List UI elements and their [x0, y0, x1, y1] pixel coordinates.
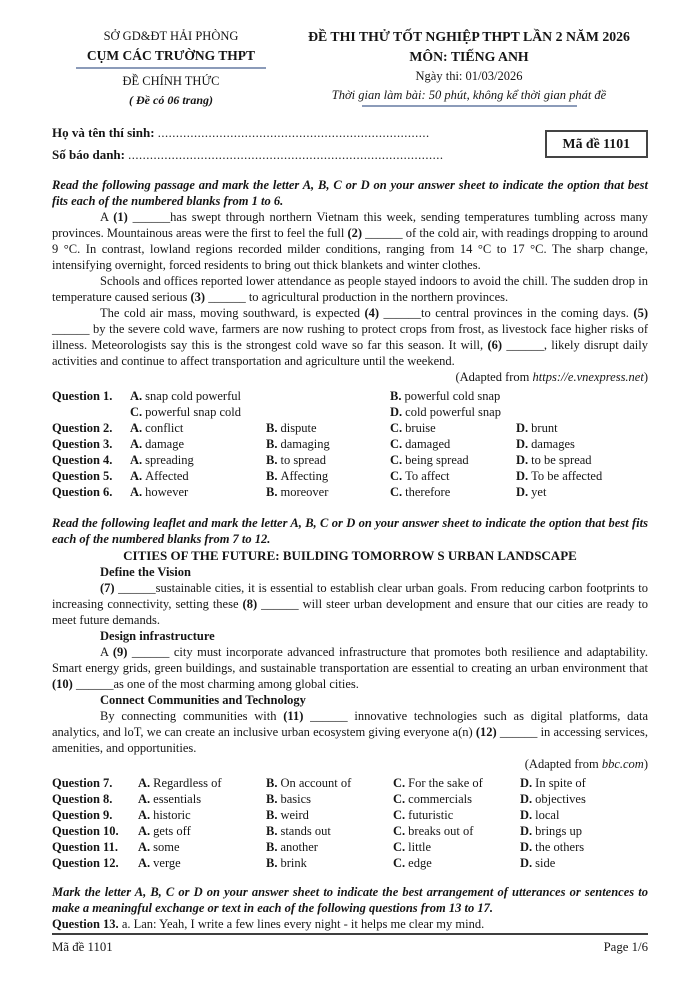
- option-text: to be spread: [531, 453, 592, 467]
- option-b: [266, 807, 393, 823]
- option-letter: A.: [138, 856, 151, 870]
- option-b: [266, 436, 390, 452]
- option-a: [138, 839, 266, 855]
- header-left-block: [52, 26, 290, 109]
- passage1-source: (Adapted from https://e.vnexpress.net): [455, 370, 648, 384]
- option-letter: C.: [393, 840, 406, 854]
- option-letter: A.: [130, 421, 143, 435]
- option-letter: C.: [393, 776, 406, 790]
- option-b: [266, 420, 390, 436]
- option-text: stands out: [280, 824, 331, 838]
- option-b: [266, 468, 390, 484]
- option-a: [138, 807, 266, 823]
- option-text: the others: [535, 840, 585, 854]
- option-letter: C.: [393, 824, 406, 838]
- option-letter: C.: [390, 485, 403, 499]
- page-footer: [52, 933, 648, 955]
- option-text: little: [408, 840, 432, 854]
- option-letter: D.: [520, 808, 533, 822]
- option-text: to spread: [280, 453, 326, 467]
- option-letter: A.: [130, 485, 143, 499]
- option-a: [130, 420, 266, 436]
- candidate-name-field: [52, 122, 545, 144]
- option-c: [393, 823, 520, 839]
- option-a: [130, 468, 266, 484]
- option-c: [393, 807, 520, 823]
- option-text: damages: [531, 437, 575, 451]
- option-letter: A.: [138, 776, 151, 790]
- option-c: [390, 452, 516, 468]
- option-d: [520, 823, 648, 839]
- option-letter: B.: [266, 469, 278, 483]
- option-b: [390, 388, 648, 404]
- leaflet-paragraph-2: A (9) ______ city must incorporate advanced infrastructure that promotes both resilience and adaptability. Smart energy grids, green buildings, and sustainable transportation are essential to creating an urban environment that (10) ______as one of the most charming among global cities.: [52, 645, 648, 691]
- option-text: side: [535, 856, 556, 870]
- question-13-line: Question 13. a. Lan: Yeah, I write a few lines every night - it helps me clear my mind.: [52, 917, 485, 931]
- question-11-row: [52, 839, 648, 855]
- passage1-paragraph-2: Schools and offices reported lower attendance as people stayed indoors to avoid the chill. The sudden drop in temperature caused serious (3) ______ to agricultural production in the northern provinces.: [52, 274, 648, 304]
- option-a: [130, 436, 266, 452]
- option-text: damage: [145, 437, 185, 451]
- option-text: In spite of: [535, 776, 586, 790]
- passage1-paragraph-1: A (1) ______has swept through northern Vietnam this week, sending temperatures tumbling across many provinces. Mountainous areas were the first to feel the full (2) ______ of the cold air, with readings dropping to around 9 °C. In contrast, lowland regions recorded milder conditions, ranging from 14 °C to 17 °C. The sharp change, intensifying overnight, forced residents to bring out thick blankets and winter clothes.: [52, 210, 648, 272]
- leaflet-source: (Adapted from bbc.com): [524, 757, 648, 771]
- option-c: [130, 404, 390, 420]
- option-text: futuristic: [408, 808, 454, 822]
- option-text: weird: [280, 808, 309, 822]
- question-1-row-2: [52, 404, 648, 420]
- option-letter: C.: [393, 792, 406, 806]
- option-d: [516, 420, 648, 436]
- option-c: [390, 484, 516, 500]
- option-b: [266, 484, 390, 500]
- pages-note: ( Đề có 06 trang): [129, 93, 213, 107]
- option-d: [520, 839, 648, 855]
- option-text: objectives: [535, 792, 586, 806]
- option-text: On account of: [280, 776, 352, 790]
- footer-exam-code: Mã đề 1101: [52, 940, 113, 954]
- option-text: yet: [531, 485, 547, 499]
- option-text: another: [280, 840, 318, 854]
- option-d: [516, 468, 648, 484]
- question-3-row: [52, 436, 648, 452]
- option-text: brink: [280, 856, 307, 870]
- option-letter: B.: [266, 453, 278, 467]
- option-letter: D.: [516, 437, 529, 451]
- option-text: dispute: [280, 421, 317, 435]
- option-d: [390, 404, 648, 420]
- option-text: however: [145, 485, 189, 499]
- question-4-row: [52, 452, 648, 468]
- option-letter: B.: [266, 792, 278, 806]
- option-letter: B.: [266, 485, 278, 499]
- option-a: [130, 388, 390, 404]
- official-exam-label: ĐỀ CHÍNH THỨC: [122, 74, 220, 88]
- option-text: local: [535, 808, 560, 822]
- question-8-row: [52, 791, 648, 807]
- option-letter: B.: [266, 776, 278, 790]
- candidate-id-label: Số báo danh:: [52, 147, 125, 162]
- option-text: brunt: [531, 421, 558, 435]
- cluster-underline: [76, 67, 266, 69]
- question-7-row: [52, 775, 648, 791]
- subject-title: MÔN: TIẾNG ANH: [409, 49, 529, 64]
- option-letter: A.: [138, 792, 151, 806]
- exam-title: ĐỀ THI THỬ TỐT NGHIỆP THPT LẦN 2 NĂM 2026: [308, 29, 630, 44]
- question-1-row-1: [52, 388, 648, 404]
- option-letter: D.: [520, 856, 533, 870]
- option-letter: B.: [266, 808, 278, 822]
- option-letter: D.: [520, 840, 533, 854]
- option-letter: A.: [130, 469, 143, 483]
- option-text: To affect: [405, 469, 450, 483]
- option-text: verge: [153, 856, 181, 870]
- option-text: some: [153, 840, 180, 854]
- option-text: edge: [408, 856, 432, 870]
- candidate-id-field: [52, 144, 545, 166]
- option-text: breaks out of: [408, 824, 474, 838]
- candidate-fields: [52, 122, 545, 166]
- option-c: [393, 775, 520, 791]
- exam-code-box: Mã đề 1101: [545, 130, 648, 158]
- option-b: [266, 839, 393, 855]
- option-letter: B.: [266, 840, 278, 854]
- option-d: [516, 452, 648, 468]
- page-header: [52, 26, 648, 109]
- question-number-spacer: [52, 404, 130, 420]
- option-letter: D.: [516, 469, 529, 483]
- question-12-row: [52, 855, 648, 871]
- option-text: brings up: [535, 824, 583, 838]
- option-text: cold powerful snap: [405, 405, 501, 419]
- candidate-name-label: Họ và tên thí sinh:: [52, 125, 155, 140]
- candidate-name-dotted-line: ...........................................................................: [157, 126, 430, 140]
- option-letter: D.: [516, 453, 529, 467]
- option-d: [516, 484, 648, 500]
- exam-date: Ngày thi: 01/03/2026: [415, 69, 523, 83]
- option-a: [138, 855, 266, 871]
- option-letter: A.: [130, 437, 143, 451]
- option-letter: A.: [138, 824, 151, 838]
- option-d: [520, 791, 648, 807]
- school-cluster-name: CỤM CÁC TRƯỜNG THPT: [86, 48, 256, 63]
- option-text: being spread: [405, 453, 469, 467]
- question-number: Question 8.: [52, 792, 113, 806]
- option-text: powerful cold snap: [404, 389, 501, 403]
- option-c: [390, 420, 516, 436]
- question-2-row: [52, 420, 648, 436]
- option-a: [130, 452, 266, 468]
- question-6-row: [52, 484, 648, 500]
- option-letter: D.: [520, 776, 533, 790]
- leaflet-subheading-3: Connect Communities and Technology: [100, 693, 306, 707]
- option-letter: C.: [393, 856, 406, 870]
- option-letter: C.: [393, 808, 406, 822]
- option-letter: A.: [138, 840, 151, 854]
- question-number: Question 12.: [52, 856, 119, 870]
- question-number: Question 11.: [52, 840, 118, 854]
- option-text: therefore: [405, 485, 451, 499]
- option-text: commercials: [408, 792, 473, 806]
- option-a: [138, 791, 266, 807]
- option-a: [138, 775, 266, 791]
- option-d: [520, 775, 648, 791]
- option-c: [393, 791, 520, 807]
- option-letter: D.: [520, 792, 533, 806]
- department-name: SỞ GD&ĐT HẢI PHÒNG: [103, 29, 239, 43]
- question-number: Question 5.: [52, 469, 113, 483]
- option-a: [130, 484, 266, 500]
- option-letter: D.: [390, 405, 403, 419]
- option-letter: B.: [266, 824, 278, 838]
- duration-underline: [362, 105, 577, 107]
- option-letter: B.: [390, 389, 402, 403]
- leaflet-paragraph-1: (7) ______sustainable cities, it is essential to establish clear urban goals. From reducing carbon footprints to increasing connectivity, setting these (8) ______ will steer urban development and ensure that our cities are ready to meet future demands.: [52, 581, 649, 627]
- leaflet-subheading-1: Define the Vision: [100, 565, 191, 579]
- leaflet-subheading-2: Design infrastructure: [100, 629, 215, 643]
- option-text: gets off: [153, 824, 191, 838]
- option-letter: D.: [516, 485, 529, 499]
- option-letter: C.: [390, 437, 403, 451]
- option-text: moreover: [280, 485, 329, 499]
- question-number: Question 1.: [52, 389, 113, 403]
- option-text: historic: [153, 808, 191, 822]
- option-c: [393, 839, 520, 855]
- passage1-paragraph-3: The cold air mass, moving southward, is expected (4) ______to central provinces in the coming days. (5) ______ by the severe cold wave, farmers are now rushing to protect crops from frost, as livestock face higher risks of illness. Meteorologists say this is the strongest cold wave so far this season. It will, (6) ______, likely disrupt daily activities and continue to affect transportation and agriculture until the weekend.: [52, 306, 648, 368]
- option-text: powerful snap cold: [145, 405, 241, 419]
- option-text: damaged: [405, 437, 451, 451]
- option-d: [520, 855, 648, 871]
- question-number: Question 7.: [52, 776, 113, 790]
- question-number: Question 2.: [52, 421, 113, 435]
- option-letter: A.: [130, 453, 143, 467]
- exam-duration: Thời gian làm bài: 50 phút, không kể thời gian phát đề: [331, 88, 607, 102]
- option-letter: C.: [390, 453, 403, 467]
- option-letter: B.: [266, 856, 278, 870]
- option-letter: A.: [138, 808, 151, 822]
- footer-page-number: Page 1/6: [603, 940, 648, 954]
- question-number: Question 4.: [52, 453, 113, 467]
- option-text: snap cold powerful: [145, 389, 241, 403]
- option-text: Affecting: [280, 469, 329, 483]
- option-b: [266, 855, 393, 871]
- option-c: [393, 855, 520, 871]
- option-letter: D.: [520, 824, 533, 838]
- option-text: essentials: [153, 792, 202, 806]
- option-b: [266, 791, 393, 807]
- questions-1-6: [52, 388, 648, 500]
- option-c: [390, 436, 516, 452]
- option-b: [266, 823, 393, 839]
- question-number: Question 3.: [52, 437, 113, 451]
- option-text: conflict: [145, 421, 184, 435]
- header-right-block: [290, 26, 648, 109]
- option-b: [266, 452, 390, 468]
- question-number: Question 10.: [52, 824, 119, 838]
- option-letter: C.: [390, 421, 403, 435]
- option-letter: A.: [130, 389, 143, 403]
- option-text: bruise: [405, 421, 436, 435]
- option-text: For the sake of: [408, 776, 483, 790]
- questions-7-12: [52, 775, 648, 871]
- option-text: spreading: [145, 453, 194, 467]
- question-number: Question 9.: [52, 808, 113, 822]
- candidate-info-block: [52, 122, 648, 166]
- option-letter: D.: [516, 421, 529, 435]
- section2-instruction: Read the following leaflet and mark the letter A, B, C or D on your answer sheet to indicate the option that best fits each of the numbered blanks from 7 to 12.: [52, 516, 648, 546]
- option-letter: B.: [266, 421, 278, 435]
- option-c: [390, 468, 516, 484]
- leaflet-title: CITIES OF THE FUTURE: BUILDING TOMORROW S URBAN LANDSCAPE: [123, 548, 577, 563]
- section1-instruction: Read the following passage and mark the letter A, B, C or D on your answer sheet to indicate the option that best fits each of the numbered blanks from 1 to 6.: [52, 178, 648, 208]
- section3-instruction: Mark the letter A, B, C or D on your answer sheet to indicate the best arrangement of utterances or sentences to make a meaningful exchange or text in each of the following questions from 13 to 17.: [52, 885, 648, 915]
- option-letter: C.: [390, 469, 403, 483]
- option-text: damaging: [280, 437, 330, 451]
- option-text: To be affected: [531, 469, 603, 483]
- candidate-id-dotted-line: .......................................................................................: [128, 148, 444, 162]
- question-9-row: [52, 807, 648, 823]
- option-letter: C.: [130, 405, 143, 419]
- option-text: Regardless of: [153, 776, 222, 790]
- option-d: [516, 436, 648, 452]
- question-number: Question 6.: [52, 485, 113, 499]
- option-letter: B.: [266, 437, 278, 451]
- option-text: Affected: [145, 469, 189, 483]
- option-a: [138, 823, 266, 839]
- option-d: [520, 807, 648, 823]
- option-text: basics: [280, 792, 312, 806]
- question-10-row: [52, 823, 648, 839]
- leaflet-paragraph-3: By connecting communities with (11) ______ innovative technologies such as digital platforms, data analytics, and loT, we can create an inclusive urban ecosystem giving everyone a(n) (12) ______ in accessing services, amenities, and opportunities.: [52, 709, 648, 755]
- option-b: [266, 775, 393, 791]
- question-5-row: [52, 468, 648, 484]
